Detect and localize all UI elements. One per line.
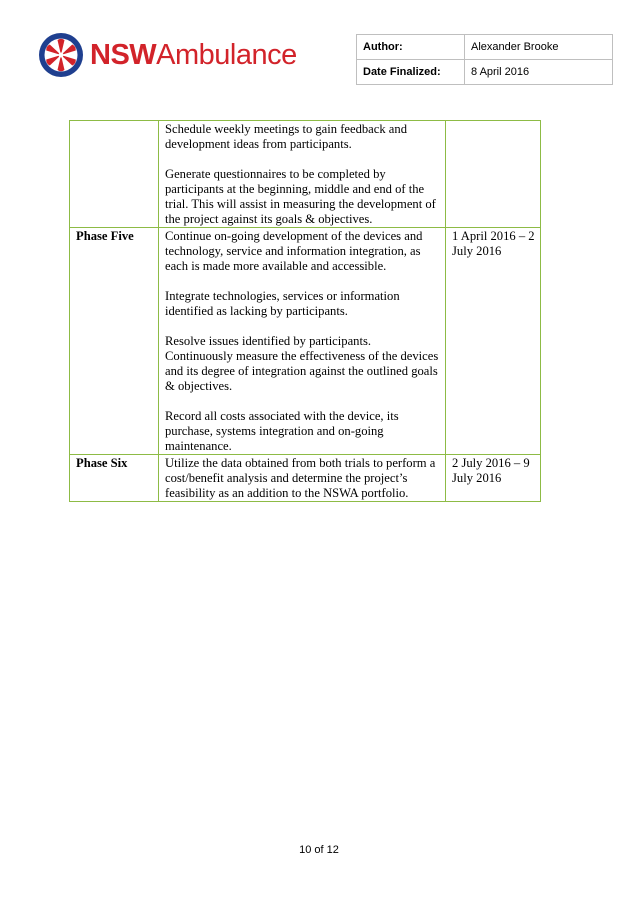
phase-cell	[70, 121, 159, 228]
activity-paragraph: Utilize the data obtained from both trials to perform a cost/benefit analysis and determine the project’s feasibility as an addition to the NSWA portfolio.	[165, 456, 436, 500]
dates-cell: 1 April 2016 – 2 July 2016	[446, 228, 541, 455]
table-row	[70, 228, 541, 455]
project-phases-table	[69, 120, 541, 502]
activity-paragraph: Generate questionnaires to be completed by participants at the beginning, middle and end of the trial. This will assist in measuring the development of the project against its goals & objectives.	[165, 167, 436, 226]
activity-paragraph: Schedule weekly meetings to gain feedback and development ideas from participants.	[165, 122, 407, 151]
author-row	[357, 35, 613, 60]
activity-paragraph: Resolve issues identified by participants. Continuously measure the effectiveness of the devices and its degree of integration against the outlined goals & objectives.	[165, 334, 439, 393]
date-finalized-value: 8 April 2016	[465, 60, 613, 85]
activity-paragraph: Integrate technologies, services or information identified as lacking by participants.	[165, 289, 400, 318]
date-finalized-label: Date Finalized:	[357, 60, 465, 85]
table-row	[70, 121, 541, 228]
logo-wordmark-bold: NSW	[90, 39, 157, 71]
nsw-ambulance-logo	[38, 32, 303, 80]
phase-cell: Phase Five	[70, 228, 159, 455]
activities-cell	[159, 228, 446, 455]
author-value: Alexander Brooke	[465, 35, 613, 60]
activity-paragraph: Record all costs associated with the device, its purchase, systems integration and on-going maintenance.	[165, 409, 399, 453]
logo-wordmark-regular: Ambulance	[156, 39, 297, 71]
activity-paragraph: Continue on-going development of the devices and technology, service and information integration, as each is made more available and accessible.	[165, 229, 423, 273]
activities-cell	[159, 121, 446, 228]
waratah-emblem-icon	[38, 32, 84, 78]
dates-cell	[446, 121, 541, 228]
phase-cell: Phase Six	[70, 455, 159, 502]
logo-wordmark	[90, 37, 297, 73]
activities-cell	[159, 455, 446, 502]
dates-cell: 2 July 2016 – 9 July 2016	[446, 455, 541, 502]
author-label: Author:	[357, 35, 465, 60]
table-row	[70, 455, 541, 502]
document-meta-table	[356, 34, 613, 85]
page-number: 10 of 12	[299, 844, 339, 856]
date-row	[357, 60, 613, 85]
